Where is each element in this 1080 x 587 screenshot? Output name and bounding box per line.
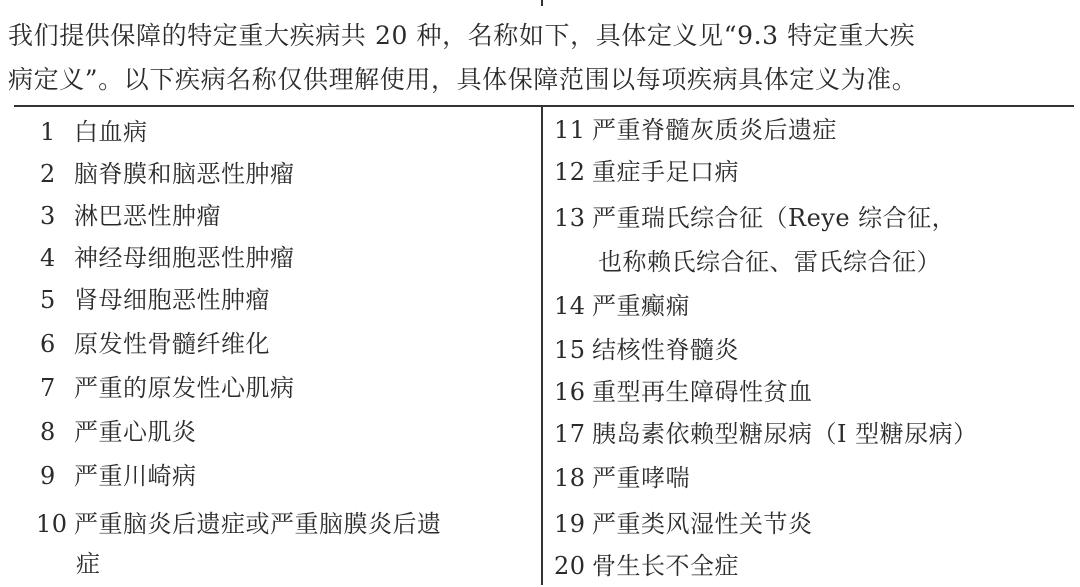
item-name: 严重哮喘: [592, 464, 690, 492]
item-name: 重症手足口病: [592, 158, 739, 186]
disease-item: [554, 503, 813, 545]
item-name: 结核性脊髓炎: [592, 336, 739, 364]
disease-item: [554, 329, 739, 371]
disease-item: [554, 413, 978, 455]
disease-item: [40, 455, 197, 497]
column-divider: [541, 107, 543, 585]
disease-item: [554, 285, 690, 327]
item-name: 严重的原发性心肌病: [74, 374, 295, 402]
disease-table: [14, 105, 1074, 585]
disease-item: [40, 153, 295, 195]
item-number: 1: [40, 118, 56, 146]
item-number: 19: [554, 510, 586, 538]
item-number: 2: [40, 160, 56, 188]
intro-paragraph: [8, 14, 1074, 102]
intro-line-1: 我们提供保障的特定重大疾病共 20 种，名称如下，具体定义见“9.3 特定重大疾: [8, 21, 916, 50]
item-number: 14: [554, 292, 586, 320]
disease-item: [554, 197, 956, 239]
disease-item: [40, 111, 148, 153]
item-name-continuation: 也称赖氏综合征、雷氏综合征）: [598, 248, 941, 276]
item-name: 肾母细胞恶性肿瘤: [74, 286, 270, 314]
item-name: 神经母细胞恶性肿瘤: [74, 244, 295, 272]
item-number: 5: [40, 286, 56, 314]
disease-item: [40, 411, 197, 453]
item-number: 9: [40, 462, 56, 490]
item-name: 严重瑞氏综合征（Reye 综合征，: [592, 204, 957, 232]
item-number: 17: [554, 420, 586, 448]
item-name-continuation: 症: [76, 550, 101, 578]
item-number: 6: [40, 330, 56, 358]
item-name: 严重类风湿性关节炎: [592, 510, 813, 538]
item-number: 11: [554, 116, 586, 144]
item-name: 严重脊髓灰质炎后遗症: [592, 116, 837, 144]
disease-item: [40, 237, 295, 279]
disease-item: [554, 457, 690, 499]
item-number: 4: [40, 244, 56, 272]
item-number: 16: [554, 378, 586, 406]
item-name: 原发性骨髓纤维化: [74, 330, 270, 358]
disease-item: [554, 109, 837, 151]
item-number: 3: [40, 202, 56, 230]
item-name: 脑脊膜和脑恶性肿瘤: [74, 160, 295, 188]
disease-item: [36, 503, 442, 545]
item-number: 7: [40, 374, 56, 402]
disease-item: [40, 367, 295, 409]
item-number: 10: [36, 510, 68, 538]
item-name: 胰岛素依赖型糖尿病（I 型糖尿病）: [592, 420, 978, 448]
intro-line-2: 病定义”。以下疾病名称仅供理解使用，具体保障范围以每项疾病具体定义为准。: [8, 65, 918, 94]
disease-item: [40, 195, 221, 237]
item-name: 骨生长不全症: [592, 552, 739, 580]
item-number: 13: [554, 204, 586, 232]
item-name: 白血病: [74, 118, 148, 146]
item-number: 18: [554, 464, 586, 492]
item-name: 严重川崎病: [74, 462, 197, 490]
item-name: 严重脑炎后遗症或严重脑膜炎后遗: [74, 510, 442, 538]
item-number: 8: [40, 418, 56, 446]
item-number: 20: [554, 552, 586, 580]
item-name: 重型再生障碍性贫血: [592, 378, 813, 406]
item-name: 严重癫痫: [592, 292, 690, 320]
item-number: 12: [554, 158, 586, 186]
disease-item: [554, 371, 813, 413]
disease-item: [554, 151, 739, 193]
disease-item: [40, 323, 270, 365]
item-name: 严重心肌炎: [74, 418, 197, 446]
disease-item: [554, 545, 739, 587]
disease-item: [40, 279, 270, 321]
top-table-edge: [541, 0, 543, 6]
item-name: 淋巴恶性肿瘤: [74, 202, 221, 230]
item-number: 15: [554, 336, 586, 364]
